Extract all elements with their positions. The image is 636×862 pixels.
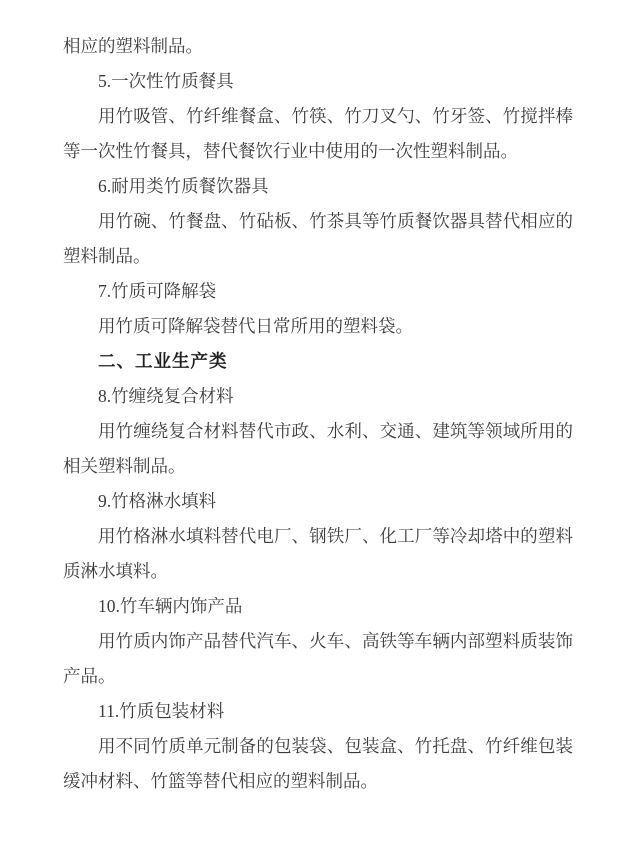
item-10-body: 用竹质内饰产品替代汽车、火车、高铁等车辆内部塑料质装饰产品。 <box>63 631 573 686</box>
item-7-title: 7.竹质可降解袋 <box>98 281 217 301</box>
item-6-body: 用竹碗、竹餐盘、竹砧板、竹茶具等竹质餐饮器具替代相应的塑料制品。 <box>63 211 573 266</box>
document-text-block <box>63 29 573 799</box>
item-6-title: 6.耐用类竹质餐饮器具 <box>98 176 269 196</box>
item-11-body: 用不同竹质单元制备的包装袋、包装盒、竹托盘、竹纤维包装缓冲材料、竹篮等替代相应的塑料制品。 <box>63 736 573 791</box>
item-5-body: 用竹吸管、竹纤维餐盒、竹筷、竹刀叉勺、竹牙签、竹搅拌棒等一次性竹餐具，替代餐饮行业中使用的一次性塑料制品。 <box>63 106 573 161</box>
item-11-title: 11.竹质包装材料 <box>98 701 225 721</box>
item-10-title: 10.竹车辆内饰产品 <box>98 596 243 616</box>
paragraph-continuation: 相应的塑料制品。 <box>63 36 203 56</box>
item-8-body: 用竹缠绕复合材料替代市政、水利、交通、建筑等领域所用的相关塑料制品。 <box>63 421 573 476</box>
item-8-title: 8.竹缠绕复合材料 <box>98 386 234 406</box>
section-heading-industrial: 二、工业生产类 <box>98 351 228 371</box>
item-7-body: 用竹质可降解袋替代日常所用的塑料袋。 <box>98 316 413 336</box>
item-9-body: 用竹格淋水填料替代电厂、钢铁厂、化工厂等冷却塔中的塑料质淋水填料。 <box>63 526 573 581</box>
item-9-title: 9.竹格淋水填料 <box>98 491 217 511</box>
item-5-title: 5.一次性竹质餐具 <box>98 71 234 91</box>
